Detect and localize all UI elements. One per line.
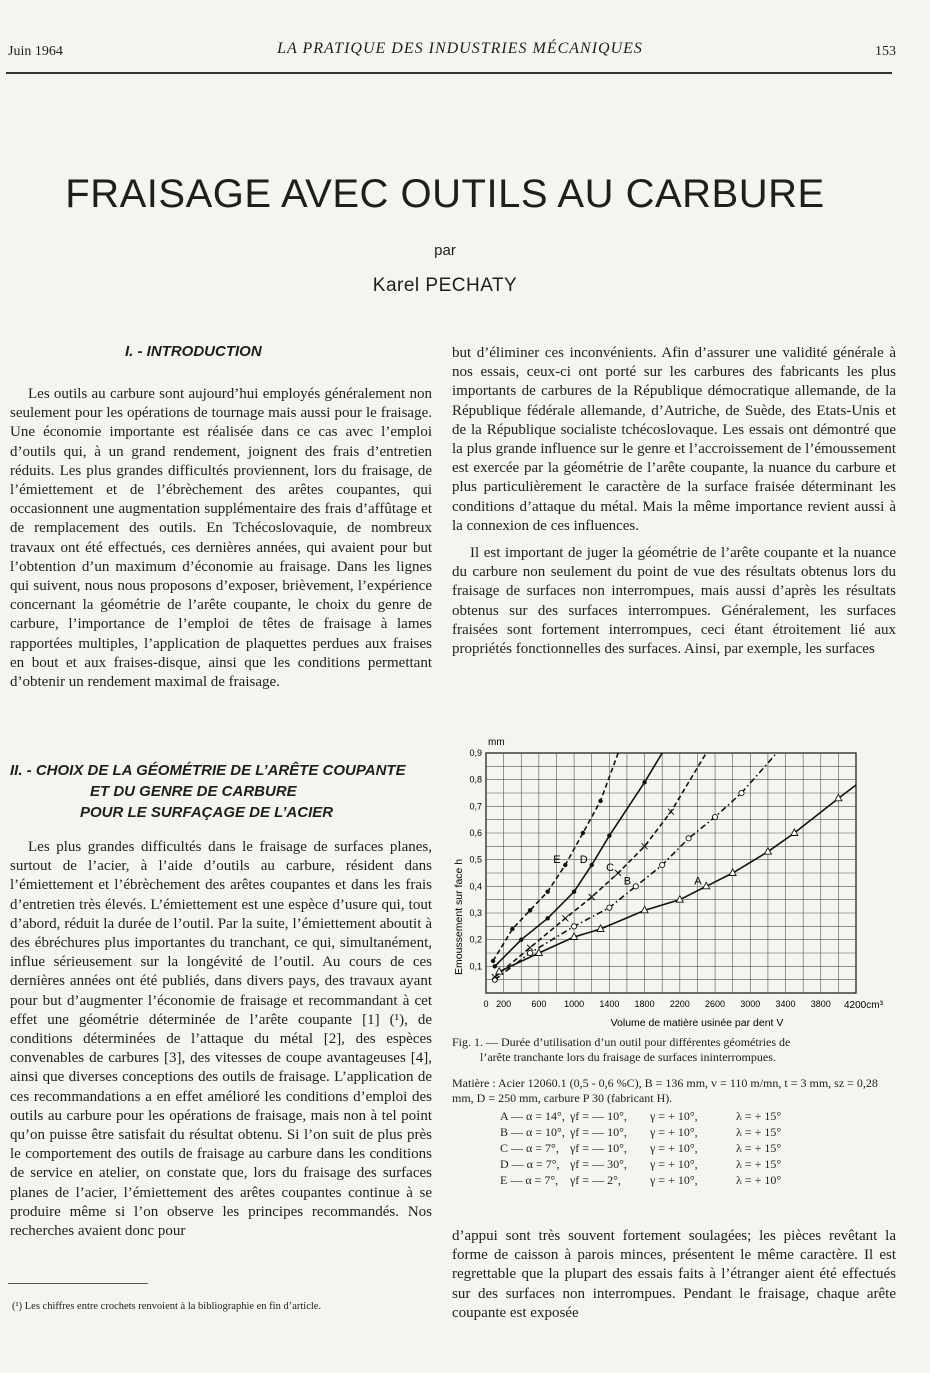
y-tick-label: 0,9 bbox=[469, 748, 482, 758]
x-tick-label: 2200 bbox=[669, 999, 690, 1009]
article-by: par bbox=[434, 242, 456, 259]
caption-line-1: Fig. 1. — Durée d’utilisation d’un outil pour différentes géométries de bbox=[452, 1035, 791, 1049]
section-2-paragraph: Les plus grandes difficultés dans le fraisage de surfaces planes, surtout de l’acier, à l’aide d’outils au carbure, résident dans l’émiettement et l’ébrèchement des arêtes coupantes et dans les frais d’entretien très élevés. L’émiettement est une espèce d’usure qui, tout d’abord, réduit la durée de l’outil. Par la suite, l’émiettement aboutit à des ébréchures plus importantes du tranchant, ce qui, simultanément, influe sérieusement sur la longévité de l’outil. Au cours de ces dernières années ont été publiés, dans divers pays, des travaux ayant pour but d’augmenter l’économie de fraisage et recommandant à cet effet une géométrie déterminée de l’arête coupante [1] (¹), de conditions déterminées de l’attaque du métal [2], des espèces convenables de carbures [3], des vitesses de coupe avantageuses [4], ainsi que diverses conceptions des outils de fraisage. L’application de ces recommandations a en effet amélioré les conditions d’emploi des outils au carbure pour les opérations de fraisage, mais non à tel point qu’on puisse être satisfait du résultat obtenu. Si l’on suit de plus près le comportement des outils de fraisage au carbure dans les conditions de service en atelier, on constate que, lors du fraisage des surfaces planes de l’acier, l’émiettement des arêtes coupantes continue à se produire même si l’on observe les principes recommandés. Nos recherches avaient donc pour bbox=[10, 839, 432, 1240]
parameter-l: λ = + 15° bbox=[736, 1125, 782, 1139]
data-point-b bbox=[660, 862, 665, 867]
data-point-b bbox=[686, 836, 691, 841]
article-title: FRAISAGE AVEC OUTILS AU CARBURE bbox=[65, 172, 825, 216]
article-author: Karel PECHATY bbox=[372, 275, 518, 296]
data-point-b bbox=[739, 790, 744, 795]
x-tick-label: 3800 bbox=[810, 999, 831, 1009]
parameter-row bbox=[500, 1140, 781, 1156]
data-point-d bbox=[607, 833, 611, 837]
page-number: 153 bbox=[875, 44, 896, 59]
parameter-g: γ = + 10°, bbox=[650, 1109, 698, 1123]
parameter-gf: γf = — 2°, bbox=[570, 1173, 621, 1187]
data-point-a bbox=[791, 829, 798, 836]
x-tick-label: 1000 bbox=[564, 999, 585, 1009]
y-tick-label: 0,6 bbox=[469, 828, 482, 838]
column-2-paragraph-2: Il est important de juger la géométrie de l’arête coupante et la nuance du carbure non seulement du point de vue des résultats obtenus lors du fraisage de surfaces non interrompues, mais aussi d’après les résultats obtenus sur des surfaces interrompues. Généralement, les surfaces fraisées sont fortement interrompues, ceci étant étroitement lié aux propriétés fonctionnelles des surfaces. Ainsi, par exemple, les surfaces bbox=[452, 545, 896, 658]
parameter-gf: γf = — 10°, bbox=[570, 1125, 627, 1139]
figure-1-chart bbox=[452, 735, 912, 1030]
chart-series bbox=[491, 753, 856, 982]
column-2-paragraph-3: d’appui sont très souvent fortement soulagées; les pièces revêtant la forme de caisson à parois minces, présentent le même caractère. Il est regrettable que la plupart des essais faits à l’étranger aient été effectués sur des surfaces non interrompues. Pendant le fraisage, chaque arête coupante est exposée bbox=[452, 1228, 896, 1321]
x-tick-label: 0 bbox=[483, 999, 489, 1009]
journal-title: LA PRATIQUE DES INDUSTRIES MÉCANIQUES bbox=[277, 40, 643, 57]
series-label-a: A bbox=[694, 875, 702, 888]
parameter-row bbox=[500, 1156, 781, 1172]
data-point-d bbox=[545, 916, 549, 920]
column-2-paragraph-1: but d’éliminer ces inconvénients. Afin d’assurer une validité générale à nos essais, ceux-ci ont porté sur les carbures des fabricants les plus importants de carbures de la République démocratique allemande, de la République fédérale allemande, d’Autriche, de Suède, des Etats-Unis et de la République socialiste tchécoslovaque. Les essais ont démontré que la plus grande influence sur le genre et l’accroissement de l’émoussement est exercée par la géométrie de l’arête coupante, la nuance du carbure et plus particulièrement le caractère de la surface fraisée déterminant les conditions d’attaque du métal. Mais la même importance revient aussi à la connexion de ces influences. bbox=[452, 345, 896, 534]
x-tick-label: 600 bbox=[531, 999, 547, 1009]
data-point-d bbox=[590, 863, 594, 867]
data-point-b bbox=[571, 924, 576, 929]
parameter-gf: γf = — 30°, bbox=[570, 1157, 627, 1171]
data-point-e bbox=[510, 927, 514, 931]
series-line-c bbox=[495, 753, 706, 977]
data-point-d bbox=[642, 780, 646, 784]
parameter-label: D — α = 7°, bbox=[500, 1157, 560, 1171]
series-label-b: B bbox=[623, 875, 632, 888]
series-label-e: E bbox=[553, 854, 561, 866]
series-label-d: D bbox=[579, 854, 588, 866]
data-point-e bbox=[563, 863, 567, 867]
figure-parameters bbox=[500, 1108, 781, 1188]
caption-line-2: l’arête tranchante lors du fraisage de surfaces ininterrompues. bbox=[480, 1050, 776, 1064]
parameter-gf: γf = — 10°, bbox=[570, 1109, 627, 1123]
data-point-b bbox=[527, 950, 532, 955]
section-2-body bbox=[10, 838, 432, 1241]
data-point-c bbox=[668, 809, 674, 815]
x-tick-label: 3000 bbox=[740, 999, 761, 1009]
section-2-title-line-3: POUR LE SURFAÇAGE DE L’ACIER bbox=[80, 804, 334, 821]
parameter-label: C — α = 7°, bbox=[500, 1141, 559, 1155]
parameter-l: λ = + 15° bbox=[736, 1109, 782, 1123]
parameter-row bbox=[500, 1172, 781, 1188]
y-tick-label: 0,8 bbox=[469, 774, 482, 785]
parameter-g: γ = + 10°, bbox=[650, 1157, 698, 1171]
series-line-b bbox=[495, 753, 777, 980]
y-tick-label: 0,5 bbox=[469, 854, 482, 865]
data-point-e bbox=[491, 959, 495, 963]
x-unit-label: 4200cm³ bbox=[844, 1000, 883, 1011]
series-label-c: C bbox=[606, 862, 615, 874]
section-2-title-line-1: II. - CHOIX DE LA GÉOMÉTRIE DE L’ARÊTE COUPANTE bbox=[10, 762, 406, 779]
footnote-rule bbox=[8, 1283, 148, 1284]
parameter-l: λ = + 10° bbox=[736, 1173, 782, 1187]
parameter-g: γ = + 10°, bbox=[650, 1125, 698, 1139]
data-point-a bbox=[764, 848, 771, 855]
parameter-l: λ = + 15° bbox=[736, 1141, 782, 1155]
data-point-e bbox=[581, 831, 585, 835]
parameter-label: B — α = 10°, bbox=[500, 1125, 565, 1139]
data-point-e bbox=[545, 889, 549, 893]
footnote: (¹) Les chiffres entre crochets renvoient à la bibliographie en fin d’article. bbox=[12, 1301, 322, 1312]
chart-grid bbox=[486, 753, 856, 993]
data-point-e bbox=[528, 908, 532, 912]
parameter-label: A — α = 14°, bbox=[500, 1109, 565, 1123]
x-axis-label: Volume de matière usinée par dent V bbox=[610, 1017, 784, 1029]
y-tick-label: 0,7 bbox=[469, 801, 482, 812]
section-1-paragraph: Les outils au carbure sont aujourd’hui employés généralement non seulement pour les opérations de tournage mais aussi pour le fraisage. Une économie importante est réalisée dans ce cas avec l’emploi d’outils qui, à un grand rendement, joignent des frais d’entretien réduits. Les plus grandes difficultés proviennent, lors du fraisage, de l’émiettement et de l’ébrèchement des arêtes coupantes, qui occasionnent une augmentation supplémentaire des frais d’affûtage et de remplacement des outils. En Tchécoslovaquie, de nombreux travaux ont été effectués, ces dernières années, qui avaient pour but l’obtention d’un maximum d’économie au fraisage. Dans les lignes qui suivent, nous nous proposons d’exposer, brièvement, l’expérience concernant la géométrie de l’arête coupante, le choix du genre de carbure, l’importance de l’emploi de têtes de fraisage à lames rapportées multiples, l’application de plaquettes perdues aux fraises en bout et aux fraises-disque, ainsi que les conditions permettant d’obtenir un rendement maximal de fraisage. bbox=[10, 386, 432, 691]
data-point-e bbox=[598, 799, 602, 803]
x-tick-label: 1800 bbox=[634, 999, 655, 1009]
y-tick-label: 0,3 bbox=[469, 908, 482, 918]
data-point-a bbox=[835, 794, 842, 801]
data-point-b bbox=[633, 884, 638, 889]
chart-ticks bbox=[469, 748, 830, 1009]
x-tick-label: 200 bbox=[496, 999, 512, 1009]
data-point-b bbox=[607, 905, 612, 910]
column-2-bottom bbox=[452, 1227, 896, 1323]
parameter-row bbox=[500, 1124, 781, 1140]
parameter-label: E — α = 7°, bbox=[500, 1173, 559, 1187]
section-1-title: I. - INTRODUCTION bbox=[125, 343, 262, 360]
column-2-top bbox=[452, 344, 896, 659]
y-tick-label: 0,2 bbox=[469, 934, 482, 945]
data-point-d bbox=[572, 889, 576, 893]
header-rule bbox=[6, 72, 892, 74]
x-tick-label: 2600 bbox=[705, 999, 726, 1009]
data-point-d bbox=[493, 964, 497, 968]
figure-material: Matière : Acier 12060.1 (0,5 - 0,6 %C), B = 136 mm, v = 110 m/mn, t = 3 mm, sz = 0,28 mm, D = 250 mm, carbure P 30 (fabricant H). bbox=[452, 1076, 878, 1105]
y-tick-label: 0,1 bbox=[469, 961, 482, 972]
parameter-gf: γf = — 10°, bbox=[570, 1141, 627, 1155]
section-1-body bbox=[10, 385, 432, 692]
data-point-d bbox=[519, 937, 523, 941]
header-date: Juin 1964 bbox=[8, 44, 63, 59]
section-2-title-line-2: ET DU GENRE DE CARBURE bbox=[90, 783, 297, 800]
parameter-l: λ = + 15° bbox=[736, 1157, 782, 1171]
section-2-title bbox=[10, 760, 440, 823]
parameter-g: γ = + 10°, bbox=[650, 1141, 698, 1155]
y-tick-label: 0,4 bbox=[469, 881, 482, 892]
data-point-b bbox=[492, 977, 497, 982]
series-line-a bbox=[499, 785, 856, 972]
data-point-b bbox=[712, 814, 717, 819]
y-axis-label: Emoussement sur face h bbox=[453, 858, 465, 975]
x-tick-label: 1400 bbox=[599, 999, 620, 1009]
data-point-c bbox=[527, 945, 533, 951]
data-point-c bbox=[562, 915, 568, 921]
y-unit-label: mm bbox=[488, 737, 505, 748]
parameter-row bbox=[500, 1108, 781, 1124]
parameter-g: γ = + 10°, bbox=[650, 1173, 698, 1187]
x-tick-label: 3400 bbox=[775, 999, 796, 1009]
figure-caption bbox=[452, 1035, 896, 1065]
